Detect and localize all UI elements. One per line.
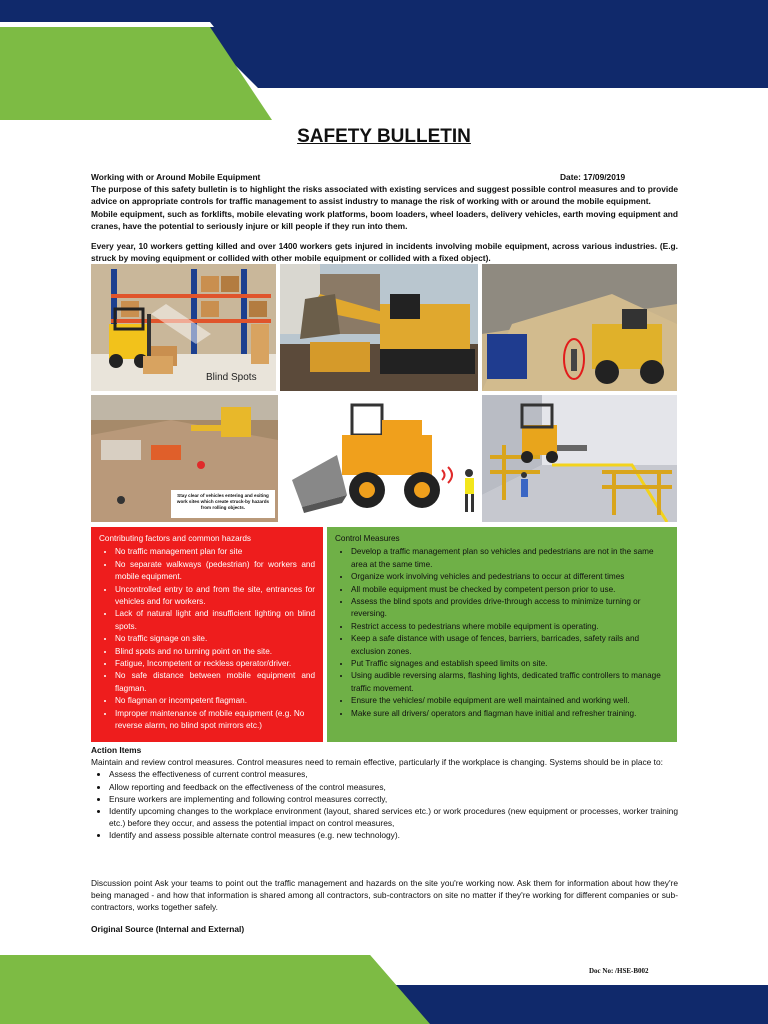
list-item: • Lack of natural light and insufficient lighting on blind spots.	[115, 608, 315, 633]
contributing-heading: Contributing factors and common hazards	[99, 534, 252, 543]
intro-equipment: Mobile equipment, such as forklifts, mobile elevating work platforms, boom loaders, wheel loaders, delivery vehicles, earth moving equipment and cranes, have the potential to seriously injure or kill people if they run into them.	[91, 209, 678, 232]
list-item: • No traffic management plan for site	[115, 546, 315, 558]
document-number: Doc No: /HSE-B002	[589, 967, 649, 975]
list-item: • No separate walkways (pedestrian) for workers and mobile equipment.	[115, 559, 315, 584]
list-item: • Fatigue, Incompetent or reckless operator/driver.	[115, 658, 315, 670]
footer-banner	[0, 955, 768, 1024]
excavator-loader-image	[280, 264, 478, 391]
site-vehicles-warning-image	[91, 395, 278, 522]
list-item: • Keep a safe distance with usage of fences, barriers, barricades, safety rails and exclusion zones.	[351, 633, 669, 658]
list-item: • Put Traffic signages and establish speed limits on site.	[351, 658, 669, 670]
list-item: • Make sure all drivers/ operators and flagman have initial and refresher training.	[351, 708, 669, 720]
bulletin-date: Date: 17/09/2019	[560, 172, 626, 182]
intro-purpose: The purpose of this safety bulletin is to highlight the risks associated with existing services and suggest possible control measures and to provide advice on appropriate controls for traffic management to assist industry to manage the risk of working with or around the mobile equipment.	[91, 184, 678, 207]
contributing-factors-box	[91, 527, 323, 742]
list-item: • Organize work involving vehicles and pedestrians to occur at different times	[351, 571, 669, 583]
controls-heading: Control Measures	[335, 534, 400, 543]
blind-spots-label: Blind Spots	[206, 372, 257, 383]
discussion-paragraph: Discussion point Ask your teams to point out the traffic management and hazards on the site you're working now. Ask them for information about how they're being managed - and how that information is shared among all contractors, sub-contractors on site no matter if they're working for different companies or sub-contractors, works together safely.	[91, 878, 678, 913]
control-measures-box	[327, 527, 677, 742]
list-item: • Assess the effectiveness of current control measures,	[109, 768, 678, 780]
list-item: • No traffic signage on site.	[115, 633, 315, 645]
controls-list	[335, 546, 669, 720]
forklift-blind-spots-image	[91, 264, 276, 391]
warning-caption: Stay clear of vehicles entering and exiting work sites which create struck-by hazards from rolling objects.	[176, 493, 270, 510]
subject-line: Working with or Around Mobile Equipment	[91, 172, 261, 182]
stats-paragraph: Every year, 10 workers getting killed and over 1400 workers gets injured in incidents involving mobile equipment, across various industries. (E.g. struck by moving equipment or collided with other mobile equipment or collided with a fixed object).	[91, 241, 678, 264]
list-item: • Identify and assess possible alternate control measures (e.g. new technology).	[109, 829, 678, 841]
list-item: • Identify upcoming changes to the workplace environment (layout, shared services etc.) or work procedures (new equipment or processes, worker training etc.) before they occur, and assess the potential impact on control measures,	[109, 805, 678, 829]
list-item: • Allow reporting and feedback on the effectiveness of the control measures,	[109, 781, 678, 793]
page-title: SAFETY BULLETIN	[297, 126, 471, 147]
action-items-list	[91, 768, 678, 841]
action-items-section	[91, 744, 678, 842]
wheel-loader-site-image	[482, 264, 677, 391]
list-item: • Using audible reversing alarms, flashing lights, dedicated traffic controllers to manage traffic movement.	[351, 670, 669, 695]
list-item: • Ensure workers are implementing and following control measures correctly,	[109, 793, 678, 805]
action-items-intro: Maintain and review control measures. Control measures need to remain effective, particularly if the workplace is changing. Systems should be in place to:	[91, 757, 663, 768]
list-item: • No flagman or incompetent flagman.	[115, 695, 315, 707]
forklift-barrier-image	[482, 395, 677, 522]
action-items-heading: Action Items	[91, 745, 142, 755]
list-item: • Restrict access to pedestrians where mobile equipment is operating.	[351, 621, 669, 633]
list-item: • Uncontrolled entry to and from the site, entrances for vehicles and for workers.	[115, 584, 315, 609]
list-item: • No safe distance between mobile equipment and flagman.	[115, 670, 315, 695]
list-item: • Develop a traffic management plan so vehicles and pedestrians are not in the same area at the same time.	[351, 546, 669, 571]
list-item: • Improper maintenance of mobile equipment (e.g. No reverse alarm, no blind spot mirrors etc.)	[115, 708, 315, 733]
loader-with-flagman-image	[282, 395, 478, 522]
list-item: • All mobile equipment must be checked by competent person prior to use.	[351, 584, 669, 596]
header-banner	[0, 0, 768, 120]
list-item: • Blind spots and no turning point on the site.	[115, 646, 315, 658]
list-item: • Ensure the vehicles/ mobile equipment are well maintained and working well.	[351, 695, 669, 707]
list-item: • Assess the blind spots and provides drive-through access to minimize turning or reversing.	[351, 596, 669, 621]
contributing-list	[99, 546, 315, 732]
original-source: Original Source (Internal and External)	[91, 924, 245, 934]
